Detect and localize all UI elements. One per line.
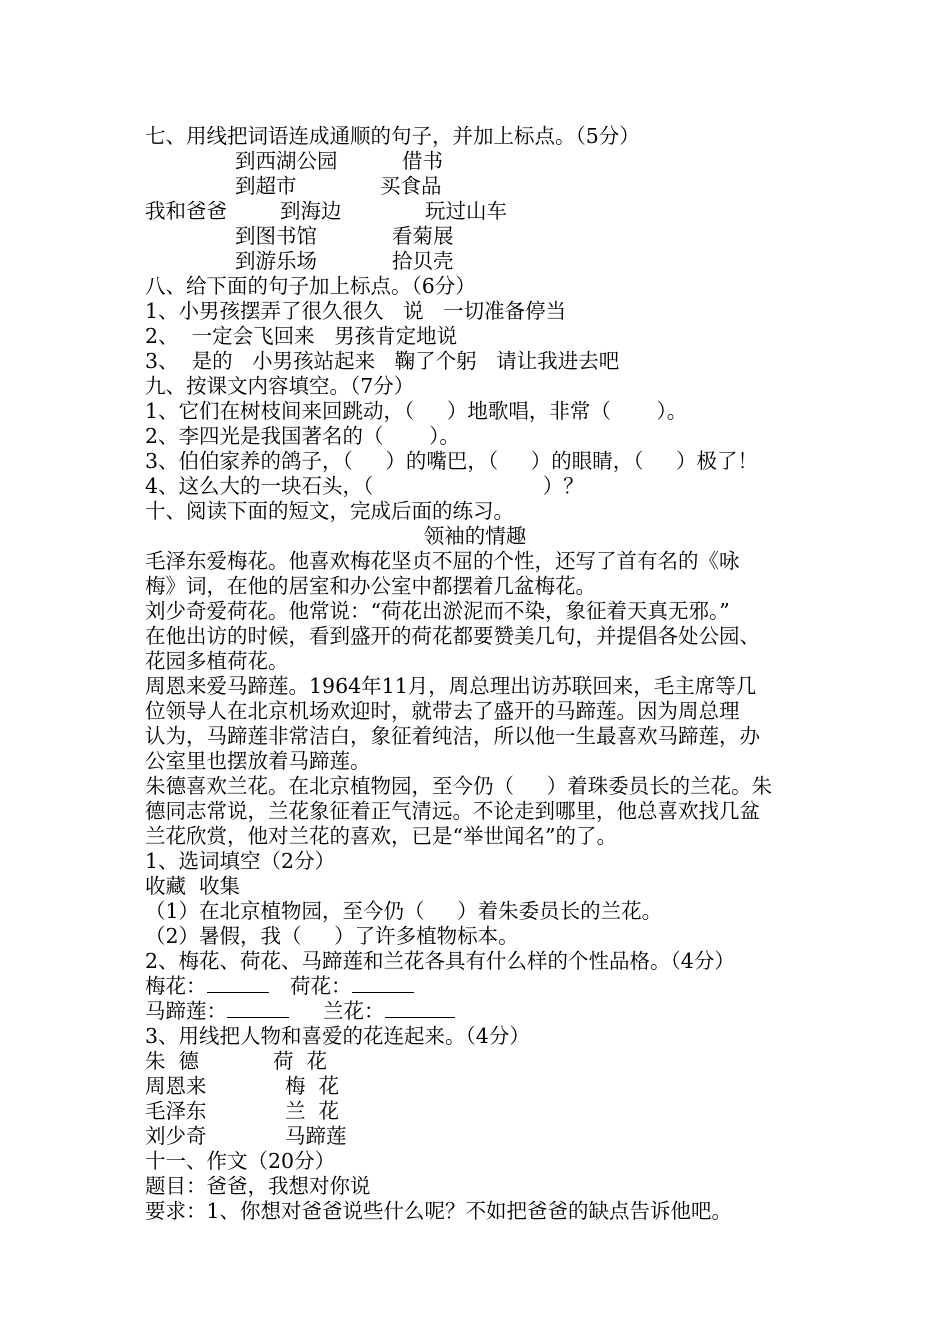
section-10-heading: 十、阅读下面的短文，完成后面的练习。 — [145, 499, 514, 523]
section-8-heading: 八、给下面的句子加上标点。（6分） — [145, 274, 476, 298]
passage-line: 周恩来爱马蹄莲。1964年11月，周总理出访苏联回来，毛主席等几 — [145, 674, 757, 698]
passage-title: 领袖的情趣 — [423, 524, 527, 548]
question-2-heading: 2、梅花、荷花、马蹄莲和兰花各具有什么样的个性品格。（4分） — [145, 949, 735, 973]
match-action-5: 拾贝壳 — [392, 249, 454, 273]
passage-line: 德同志常说，兰花象征着正气清远。不论走到哪里，他总喜欢找几盆 — [145, 799, 760, 823]
passage-line: 位领导人在北京机场欢迎时，就带去了盛开的马蹄莲。因为周总理 — [145, 699, 740, 723]
fill-item-3: 3、伯伯家养的鸽子，（ ）的嘴巴，（ ）的眼睛，（ ）极了！ — [145, 449, 759, 473]
fill-item-2: 2、李四光是我国著名的（ ）。 — [145, 424, 460, 448]
flower-1: 荷 花 — [273, 1049, 328, 1073]
person-3: 毛泽东 — [145, 1099, 207, 1123]
passage-line: 朱德喜欢兰花。在北京植物园，至今仍（ ）着珠委员长的兰花。朱 — [145, 774, 773, 798]
match-place-2: 到超市 — [235, 174, 297, 198]
word-fill-item-1: （1）在北京植物园，至今仍（ ）着朱委员长的兰花。 — [145, 899, 663, 923]
passage-line: 在他出访的时候，看到盛开的荷花都要赞美几句，并提倡各处公园、 — [145, 624, 760, 648]
answer-row — [145, 999, 289, 1024]
label-calla: 马蹄莲： — [145, 999, 227, 1023]
label-orchid: 兰花： — [323, 999, 385, 1023]
match-action-3: 玩过山车 — [425, 199, 507, 223]
match-place-1: 到西湖公园 — [235, 149, 338, 173]
answer-row — [290, 974, 414, 999]
blank-calla[interactable] — [227, 1000, 289, 1018]
passage-line: 兰花欣赏，他对兰花的喜欢，已是“举世闻名”的了。 — [145, 824, 617, 848]
blank-lotus[interactable] — [352, 975, 414, 993]
word-fill-item-2: （2）暑假，我（ ）了许多植物标本。 — [145, 924, 519, 948]
passage-line: 毛泽东爱梅花。他喜欢梅花坚贞不屈的个性，还写了首有名的《咏 — [145, 549, 740, 573]
blank-plum[interactable] — [207, 975, 269, 993]
flower-4: 马蹄莲 — [285, 1124, 347, 1148]
section-7-heading: 七、用线把词语连成通顺的句子，并加上标点。（5分） — [145, 124, 640, 148]
blank-orchid[interactable] — [385, 1000, 455, 1018]
label-plum: 梅花： — [145, 974, 207, 998]
flower-2: 梅 花 — [285, 1074, 340, 1098]
question-3-heading: 3、用线把人物和喜爱的花连起来。（4分） — [145, 1024, 530, 1048]
word-choices: 收藏 收集 — [145, 874, 241, 898]
person-1: 朱 德 — [145, 1049, 200, 1073]
punctuation-item-2: 2、 一定会飞回来 男孩肯定地说 — [145, 324, 458, 348]
passage-line: 刘少奇爱荷花。他常说：“荷花出淤泥而不染，象征着天真无邪。” — [145, 599, 730, 623]
passage-line: 公室里也摆放着马蹄莲。 — [145, 749, 371, 773]
section-11-heading: 十一、作文（20分） — [145, 1149, 336, 1173]
flower-3: 兰 花 — [285, 1099, 340, 1123]
composition-requirement: 要求：1、你想对爸爸说些什么呢？不如把爸爸的缺点告诉他吧。 — [145, 1199, 733, 1223]
match-place-5: 到游乐场 — [235, 249, 317, 273]
punctuation-item-3: 3、 是的 小男孩站起来 鞠了个躬 请让我进去吧 — [145, 349, 620, 373]
fill-item-4: 4、这么大的一块石头，（ ）？ — [145, 474, 584, 498]
person-2: 周恩来 — [145, 1074, 207, 1098]
punctuation-item-1: 1、小男孩摆弄了很久很久 说 一切准备停当 — [145, 299, 567, 323]
match-action-4: 看菊展 — [392, 224, 454, 248]
match-subject: 我和爸爸 — [145, 199, 227, 223]
label-lotus: 荷花： — [290, 974, 352, 998]
fill-item-1: 1、它们在树枝间来回跳动，（ ）地歌唱，非常（ ）。 — [145, 399, 688, 423]
answer-row — [145, 974, 269, 999]
match-place-4: 到图书馆 — [235, 224, 317, 248]
passage-line: 花园多植荷花。 — [145, 649, 289, 673]
passage-line: 梅》词，在他的居室和办公室中都摆着几盆梅花。 — [145, 574, 596, 598]
section-9-heading: 九、按课文内容填空。（7分） — [145, 374, 415, 398]
composition-topic: 题目：爸爸，我想对你说 — [145, 1174, 371, 1198]
question-1-heading: 1、选词填空（2分） — [145, 849, 336, 873]
answer-row — [323, 999, 455, 1024]
match-action-2: 买食品 — [380, 174, 442, 198]
match-action-1: 借书 — [402, 149, 443, 173]
match-place-3: 到海边 — [280, 199, 342, 223]
person-4: 刘少奇 — [145, 1124, 207, 1148]
passage-line: 认为，马蹄莲非常洁白，象征着纯洁，所以他一生最喜欢马蹄莲，办 — [145, 724, 760, 748]
